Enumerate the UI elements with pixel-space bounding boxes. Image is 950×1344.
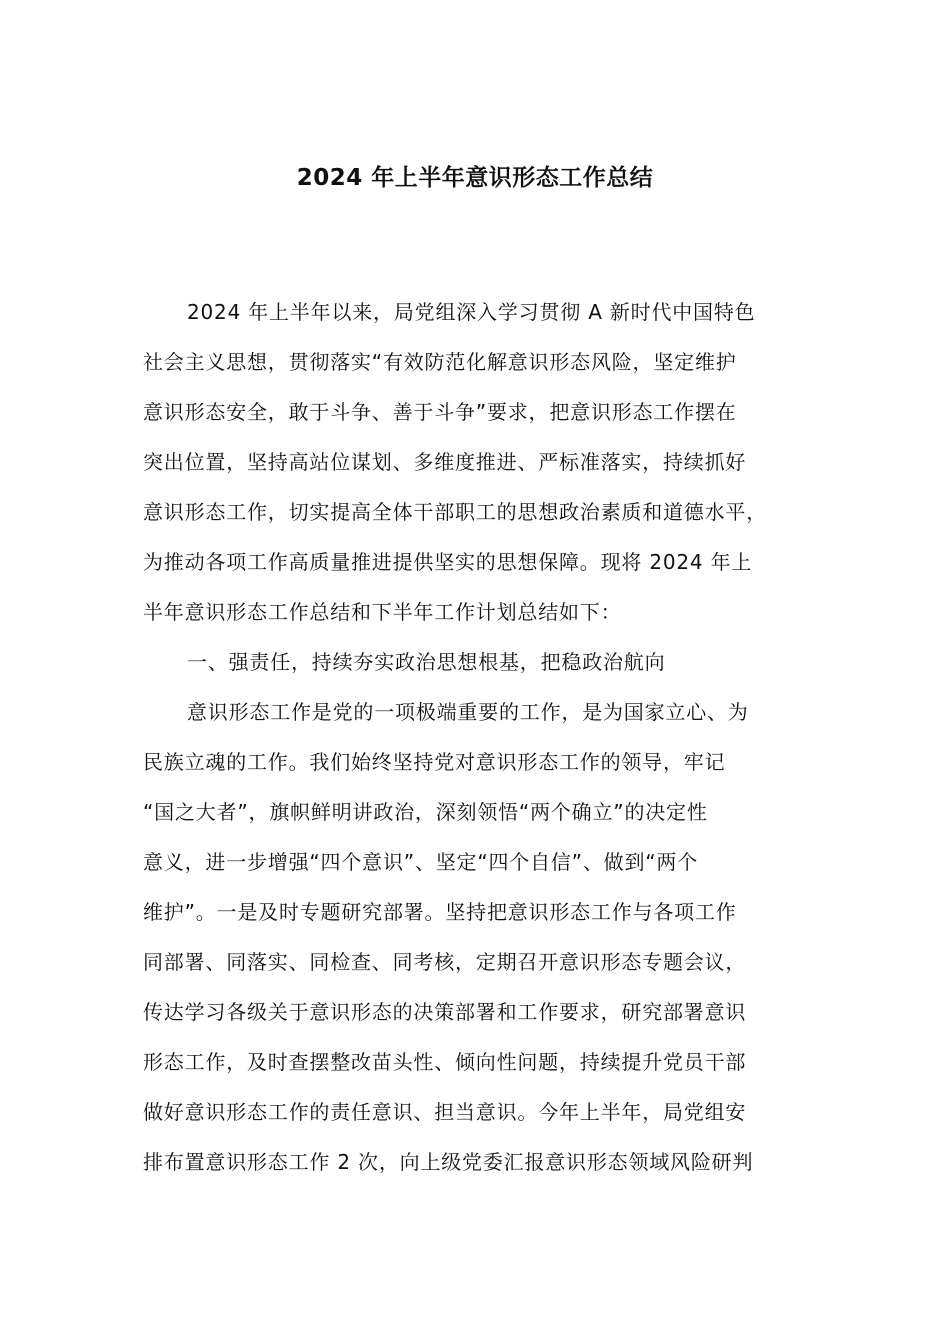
paragraph-line: 意识形态安全，敢于斗争、善于斗争”要求，把意识形态工作摆在 xyxy=(143,400,737,424)
paragraph-line: 维护”。一是及时专题研究部署。坚持把意识形态工作与各项工作 xyxy=(143,900,737,924)
section-heading: 一、强责任，持续夯实政治思想根基，把稳政治航向 xyxy=(187,650,666,674)
paragraph-line: 传达学习各级关于意识形态的决策部署和工作要求，研究部署意识 xyxy=(143,1000,747,1024)
paragraph-line: 排布置意识形态工作 2 次，向上级党委汇报意识形态领域风险研判 xyxy=(143,1150,754,1174)
document-title: 2024 年上半年意识形态工作总结 xyxy=(296,165,654,191)
paragraph-line: 意义，进一步增强“四个意识”、坚定“四个自信”、做到“两个 xyxy=(143,850,699,874)
paragraph-line: 半年意识形态工作总结和下半年工作计划总结如下： xyxy=(143,600,622,624)
document-body xyxy=(143,287,823,1187)
paragraph-line: “国之大者”，旗帜鲜明讲政治，深刻领悟“两个确立”的决定性 xyxy=(143,800,708,824)
paragraph-line: 2024 年上半年以来，局党组深入学习贯彻 A 新时代中国特色 xyxy=(187,300,756,324)
paragraph-line: 做好意识形态工作的责任意识、担当意识。今年上半年，局党组安 xyxy=(143,1100,747,1124)
paragraph-line: 意识形态工作，切实提高全体干部职工的思想政治素质和道德水平， xyxy=(143,500,767,524)
paragraph-line: 为推动各项工作高质量推进提供坚实的思想保障。现将 2024 年上 xyxy=(143,550,753,574)
paragraph-line: 民族立魂的工作。我们始终坚持党对意识形态工作的领导，牢记 xyxy=(143,750,726,774)
paragraph-line: 社会主义思想，贯彻落实“有效防范化解意识形态风险，坚定维护 xyxy=(143,350,737,374)
paragraph-line: 形态工作，及时查摆整改苗头性、倾向性问题，持续提升党员干部 xyxy=(143,1050,747,1074)
paragraph-line: 同部署、同落实、同检查、同考核，定期召开意识形态专题会议， xyxy=(143,950,747,974)
paragraph-line: 意识形态工作是党的一项极端重要的工作，是为国家立心、为 xyxy=(187,700,749,724)
paragraph-line: 突出位置，坚持高站位谋划、多维度推进、严标准落实，持续抓好 xyxy=(143,450,747,474)
